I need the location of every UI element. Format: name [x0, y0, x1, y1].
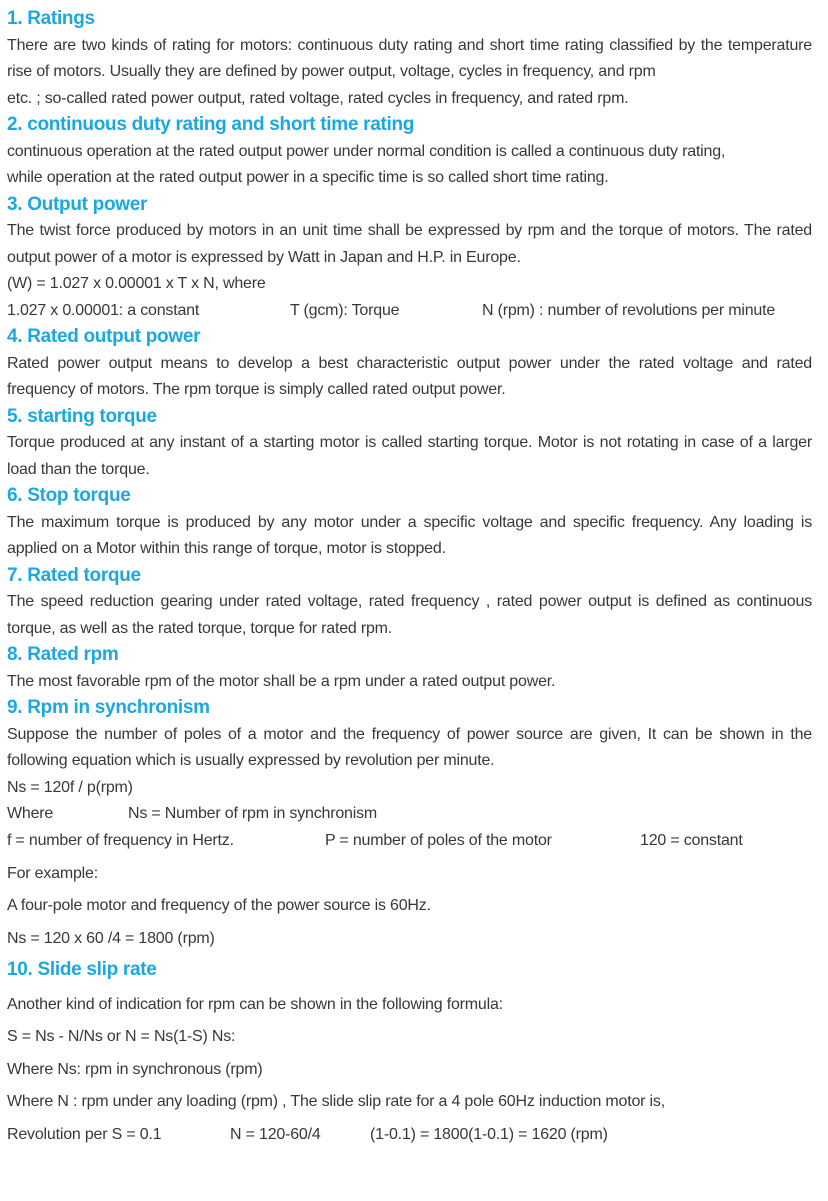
section-ratings-heading: 1. Ratings — [7, 8, 95, 29]
legend-torque: T (gcm): Torque — [290, 301, 400, 319]
paragraph: Rated power output means to develop a best characteristic output power under the rated voltage and rated frequency of motors. The rpm torque is simply called rated output power. — [7, 354, 812, 398]
legend-rpm: N (rpm) : number of revolutions per minute — [482, 301, 776, 319]
result-row — [7, 1121, 812, 1148]
formula-line: (W) = 1.027 x 0.00001 x T x N, where — [7, 275, 266, 292]
var-poles: P = number of poles of the motor — [325, 831, 552, 849]
section-rated-rpm — [7, 642, 812, 695]
formula-line: Ns = 120f / p(rpm) — [7, 778, 133, 796]
paragraph: The twist force produced by motors in an unit time shall be expressed by rpm and the torque of motors. The rated output power of a motor is expressed by Watt in Japan and H.P. in Europe. — [7, 222, 812, 266]
section-output-power-heading: 3. Output power — [7, 193, 148, 215]
example-label: For example: — [7, 864, 98, 882]
section-rated-output-power — [7, 324, 812, 404]
paragraph: The maximum torque is produced by any motor under a specific voltage and specific frequency. Any loading is applied on a Motor within this range of torque, motor is stopped. — [7, 513, 812, 557]
paragraph: continuous operation at the rated output power under normal condition is called a continuous duty rating, — [7, 142, 726, 160]
section-rated-torque-heading: 7. Rated torque — [7, 564, 141, 586]
result-n-formula: N = 120-60/4 — [230, 1125, 321, 1143]
section-starting-torque-heading: 5. starting torque — [7, 405, 157, 427]
var-constant: 120 = constant — [640, 831, 743, 849]
where-n-line: Where N : rpm under any loading (rpm) , The slide slip rate for a 4 pole 60Hz induction motor is, — [7, 1093, 665, 1110]
section-rpm-in-synchronism — [7, 695, 812, 952]
section-rated-output-power-heading: 4. Rated output power — [7, 326, 201, 347]
where-definition: Ns = Number of rpm in synchronism — [128, 805, 378, 822]
section-continuous-duty — [7, 112, 812, 192]
section-output-power — [7, 192, 812, 325]
section-slide-slip-rate — [7, 957, 812, 1148]
section-stop-torque-heading: 6. Stop torque — [7, 485, 131, 506]
section-rated-rpm-heading: 8. Rated rpm — [7, 644, 119, 665]
paragraph: Suppose the number of poles of a motor and the frequency of power source are given, It can be shown in the following equation which is usually expressed by revolution per minute. — [7, 725, 812, 769]
section-ratings — [7, 6, 812, 112]
where-ns-line: Where Ns: rpm in synchronous (rpm) — [7, 1060, 263, 1078]
formula-line: S = Ns - N/Ns or N = Ns(1-S) Ns: — [7, 1028, 236, 1045]
paragraph: Another kind of indication for rpm can be shown in the following formula: — [7, 995, 503, 1013]
paragraph: while operation at the rated output power in a specific time is so called short time rating. — [7, 169, 609, 186]
paragraph: The speed reduction gearing under rated voltage, rated frequency , rated power output is defined as continuous torque, as well as the rated torque, torque for rated rpm. — [7, 593, 812, 637]
paragraph: etc. ; so-called rated power output, rated voltage, rated cycles in frequency, and rated rpm. — [7, 89, 629, 107]
var-frequency: f = number of frequency in Hertz. — [7, 831, 234, 849]
section-rpm-in-synchronism-heading: 9. Rpm in synchronism — [7, 697, 210, 718]
paragraph: The most favorable rpm of the motor shall be a rpm under a rated output power. — [7, 672, 556, 690]
where-label: Where — [7, 805, 54, 822]
example-formula: Ns = 120 x 60 /4 = 1800 (rpm) — [7, 929, 215, 947]
example-line: A four-pole motor and frequency of the power source is 60Hz. — [7, 897, 431, 914]
paragraph: There are two kinds of rating for motors: continuous duty rating and short time rating classified by the temperature rise of motors. Usually they are defined by power output, voltage, cycles in frequency, and rpm — [7, 36, 812, 80]
section-starting-torque — [7, 404, 812, 484]
variables-row — [7, 828, 812, 855]
result-final: (1-0.1) = 1800(1-0.1) = 1620 (rpm) — [370, 1125, 608, 1143]
result-s-value: Revolution per S = 0.1 — [7, 1125, 162, 1143]
section-slide-slip-rate-heading: 10. Slide slip rate — [7, 959, 157, 980]
section-continuous-duty-heading: 2. continuous duty rating and short time rating — [7, 114, 415, 135]
legend-constant: 1.027 x 0.00001: a constant — [7, 301, 200, 319]
paragraph: Torque produced at any instant of a starting motor is called starting torque. Motor is not rotating in case of a larger load than the torque. — [7, 434, 812, 478]
formula-legend-row — [7, 298, 812, 325]
section-stop-torque — [7, 483, 812, 563]
section-rated-torque — [7, 563, 812, 643]
where-row — [7, 801, 812, 828]
